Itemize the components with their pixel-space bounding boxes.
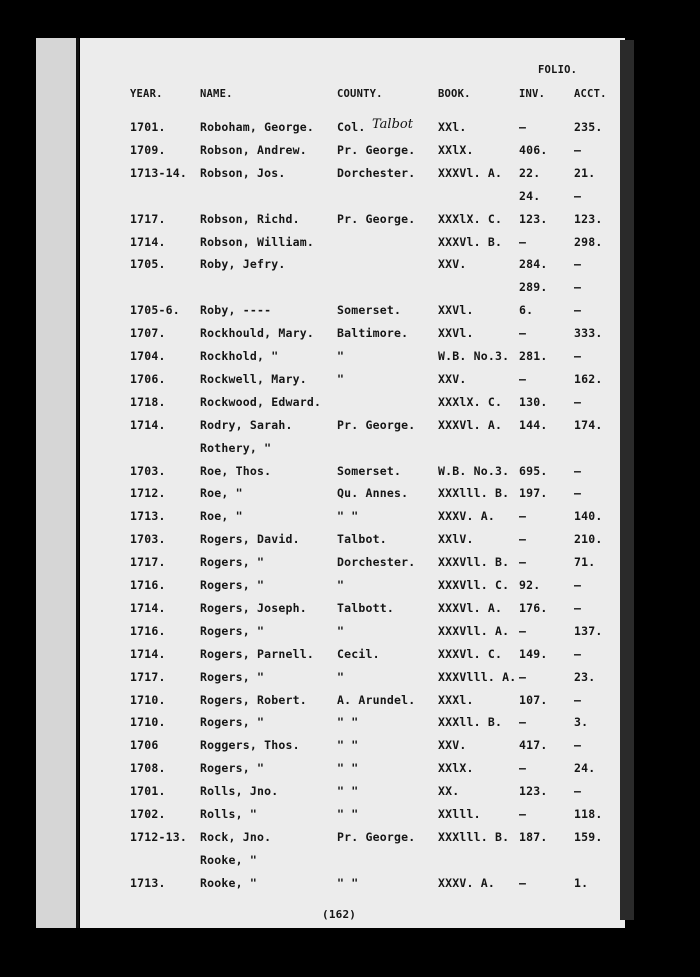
cell-acct: 162. (574, 372, 603, 386)
cell-book: XXXVlll. A. (438, 670, 517, 684)
cell-acct: 137. (574, 624, 603, 638)
cell-inv: 281. (519, 349, 548, 363)
cell-year: 1710. (130, 715, 166, 729)
cell-book: XXXVl. A. (438, 418, 503, 432)
cell-year: 1702. (130, 807, 166, 821)
cell-year: 1713. (130, 509, 166, 523)
cell-name: Roby, ---- (200, 303, 272, 317)
cell-book: XXXll. B. (438, 715, 503, 729)
cell-county: Pr. George. (337, 830, 416, 844)
header-name: NAME. (200, 88, 233, 100)
cell-name: Rogers, " (200, 715, 265, 729)
cell-county: Col. (337, 120, 366, 134)
cell-county: Pr. George. (337, 418, 416, 432)
cell-inv: 176. (519, 601, 548, 615)
cell-inv: — (519, 807, 527, 821)
cell-name: Rogers, " (200, 624, 265, 638)
cell-inv: 284. (519, 257, 548, 271)
cell-inv: 197. (519, 486, 548, 500)
cell-year: 1717. (130, 555, 166, 569)
cell-name: Rolls, " (200, 807, 257, 821)
cell-name: Roboham, George. (200, 120, 314, 134)
cell-acct: — (574, 784, 582, 798)
cell-book: XXlX. (438, 143, 474, 157)
cell-book: XXV. (438, 257, 467, 271)
cell-acct: 118. (574, 807, 603, 821)
cell-year: 1714. (130, 235, 166, 249)
cell-inv: — (519, 509, 527, 523)
cell-inv: 187. (519, 830, 548, 844)
cell-book: XX. (438, 784, 460, 798)
cell-inv: — (519, 326, 527, 340)
cell-year: 1707. (130, 326, 166, 340)
cell-year: 1716. (130, 578, 166, 592)
cell-name: Roe, " (200, 509, 243, 523)
cell-year: 1703. (130, 532, 166, 546)
cell-name: Rooke, " (200, 853, 257, 867)
cell-name: Rockhold, " (200, 349, 279, 363)
cell-book: XXV. (438, 372, 467, 386)
cell-county: Cecil. (337, 647, 380, 661)
cell-name: Roe, " (200, 486, 243, 500)
cell-acct: 123. (574, 212, 603, 226)
cell-book: XXXVl. A. (438, 601, 503, 615)
cell-book: XXXVl. A. (438, 166, 503, 180)
cell-year: 1703. (130, 464, 166, 478)
cell-acct: — (574, 349, 582, 363)
cell-name: Rogers, " (200, 555, 265, 569)
cell-inv: 144. (519, 418, 548, 432)
cell-year: 1709. (130, 143, 166, 157)
cell-book: W.B. No.3. (438, 464, 510, 478)
cell-book: XXXlX. C. (438, 212, 503, 226)
cell-year: 1713-14. (130, 166, 187, 180)
cell-acct: 21. (574, 166, 596, 180)
cell-acct: — (574, 738, 582, 752)
cell-book: XXXV. A. (438, 876, 495, 890)
cell-county: Somerset. (337, 464, 402, 478)
cell-year: 1718. (130, 395, 166, 409)
cell-inv: — (519, 235, 527, 249)
cell-acct: — (574, 647, 582, 661)
cell-name: Rogers, " (200, 761, 265, 775)
cell-year: 1712-13. (130, 830, 187, 844)
cell-book: XXXlll. B. (438, 830, 510, 844)
cell-name: Rolls, Jno. (200, 784, 279, 798)
cell-inv: 22. (519, 166, 541, 180)
cell-inv: 406. (519, 143, 548, 157)
cell-name: Rock, Jno. (200, 830, 272, 844)
cell-name: Robson, Jos. (200, 166, 286, 180)
cell-acct: 24. (574, 761, 596, 775)
binding-edge (620, 40, 634, 920)
page-number: (162) (322, 908, 357, 921)
cell-county: Dorchester. (337, 166, 416, 180)
header-book: BOOK. (438, 88, 471, 100)
cell-name: Rogers, " (200, 578, 265, 592)
cell-book: XXXl. (438, 693, 474, 707)
cell-year: 1714. (130, 601, 166, 615)
cell-inv: 6. (519, 303, 534, 317)
cell-year: 1701. (130, 120, 166, 134)
cell-inv: 289. (519, 280, 548, 294)
cell-county: Pr. George. (337, 143, 416, 157)
cell-book: XXlV. (438, 532, 474, 546)
cell-county: " " (337, 807, 359, 821)
cell-book: XXXVl. C. (438, 647, 503, 661)
cell-inv: — (519, 120, 527, 134)
cell-name: Rogers, Joseph. (200, 601, 307, 615)
cell-year: 1716. (130, 624, 166, 638)
cell-inv: 417. (519, 738, 548, 752)
cell-year: 1704. (130, 349, 166, 363)
header-county: COUNTY. (337, 88, 383, 100)
cell-county: " (337, 624, 345, 638)
cell-county: Dorchester. (337, 555, 416, 569)
cell-county: Qu. Annes. (337, 486, 409, 500)
cell-acct: 71. (574, 555, 596, 569)
cell-name: Rogers, Robert. (200, 693, 307, 707)
cell-book: XXlll. (438, 807, 481, 821)
cell-county: " (337, 372, 345, 386)
cell-inv: — (519, 715, 527, 729)
cell-book: XXV. (438, 738, 467, 752)
header-inv: INV. (519, 88, 546, 100)
cell-county: " (337, 670, 345, 684)
cell-name: Roby, Jefry. (200, 257, 286, 271)
cell-year: 1705. (130, 257, 166, 271)
cell-year: 1717. (130, 670, 166, 684)
cell-county: " " (337, 761, 359, 775)
cell-county: " (337, 578, 345, 592)
cell-acct: 140. (574, 509, 603, 523)
cell-acct: — (574, 257, 582, 271)
cell-year: 1717. (130, 212, 166, 226)
cell-county: " " (337, 715, 359, 729)
cell-year: 1706 (130, 738, 159, 752)
cell-year: 1713. (130, 876, 166, 890)
cell-acct: 1. (574, 876, 589, 890)
cell-book: XXVl. (438, 303, 474, 317)
cell-county: Somerset. (337, 303, 402, 317)
cell-inv: — (519, 670, 527, 684)
cell-acct: 159. (574, 830, 603, 844)
cell-book: XXlX. (438, 761, 474, 775)
cell-name: Rothery, " (200, 441, 272, 455)
cell-book: XXXV. A. (438, 509, 495, 523)
cell-name: Rogers, " (200, 670, 265, 684)
cell-acct: 235. (574, 120, 603, 134)
cell-acct: 333. (574, 326, 603, 340)
cell-name: Rockwood, Edward. (200, 395, 322, 409)
cell-county: " " (337, 876, 359, 890)
cell-book: XXXVll. C. (438, 578, 510, 592)
cell-name: Roggers, Thos. (200, 738, 300, 752)
cell-inv: 130. (519, 395, 548, 409)
header-year: YEAR. (130, 88, 163, 100)
cell-acct: — (574, 578, 582, 592)
cell-county: " " (337, 784, 359, 798)
handwritten-annotation: Talbot (372, 117, 413, 132)
cell-county: Talbott. (337, 601, 394, 615)
cell-acct: — (574, 693, 582, 707)
cell-county: " " (337, 738, 359, 752)
cell-inv: — (519, 532, 527, 546)
cell-name: Robson, William. (200, 235, 314, 249)
cell-acct: — (574, 464, 582, 478)
cell-name: Robson, Richd. (200, 212, 300, 226)
cell-inv: 24. (519, 189, 541, 203)
cell-acct: — (574, 486, 582, 500)
cell-inv: — (519, 555, 527, 569)
cell-book: XXXVl. B. (438, 235, 503, 249)
cell-name: Robson, Andrew. (200, 143, 307, 157)
cell-name: Rockwell, Mary. (200, 372, 307, 386)
cell-acct: 23. (574, 670, 596, 684)
cell-inv: 123. (519, 212, 548, 226)
cell-book: XXXlX. C. (438, 395, 503, 409)
cell-acct: — (574, 303, 582, 317)
cell-year: 1714. (130, 647, 166, 661)
cell-year: 1712. (130, 486, 166, 500)
cell-name: Rockhould, Mary. (200, 326, 314, 340)
cell-county: " (337, 349, 345, 363)
folio-label: FOLIO. (538, 64, 578, 76)
cell-inv: — (519, 876, 527, 890)
adjacent-page-edge (36, 38, 79, 928)
cell-county: A. Arundel. (337, 693, 416, 707)
cell-book: XXl. (438, 120, 467, 134)
cell-acct: 174. (574, 418, 603, 432)
cell-year: 1705-6. (130, 303, 180, 317)
cell-year: 1714. (130, 418, 166, 432)
cell-year: 1701. (130, 784, 166, 798)
cell-inv: 92. (519, 578, 541, 592)
cell-book: XXVl. (438, 326, 474, 340)
cell-inv: 123. (519, 784, 548, 798)
cell-name: Rodry, Sarah. (200, 418, 293, 432)
cell-county: Talbot. (337, 532, 387, 546)
cell-book: XXXVll. A. (438, 624, 510, 638)
cell-county: Baltimore. (337, 326, 409, 340)
cell-name: Rooke, " (200, 876, 257, 890)
cell-name: Roe, Thos. (200, 464, 272, 478)
cell-name: Rogers, David. (200, 532, 300, 546)
cell-county: " " (337, 509, 359, 523)
cell-inv: 695. (519, 464, 548, 478)
cell-acct: — (574, 395, 582, 409)
cell-acct: 210. (574, 532, 603, 546)
cell-year: 1708. (130, 761, 166, 775)
cell-name: Rogers, Parnell. (200, 647, 314, 661)
cell-county: Pr. George. (337, 212, 416, 226)
cell-acct: — (574, 143, 582, 157)
cell-acct: — (574, 601, 582, 615)
cell-inv: 149. (519, 647, 548, 661)
cell-inv: — (519, 372, 527, 386)
cell-inv: 107. (519, 693, 548, 707)
cell-inv: — (519, 624, 527, 638)
header-acct: ACCT. (574, 88, 607, 100)
cell-book: XXXlll. B. (438, 486, 510, 500)
cell-acct: — (574, 280, 582, 294)
cell-acct: 3. (574, 715, 589, 729)
cell-acct: 298. (574, 235, 603, 249)
cell-year: 1706. (130, 372, 166, 386)
cell-inv: — (519, 761, 527, 775)
cell-year: 1710. (130, 693, 166, 707)
cell-acct: — (574, 189, 582, 203)
cell-book: W.B. No.3. (438, 349, 510, 363)
cell-book: XXXVll. B. (438, 555, 510, 569)
